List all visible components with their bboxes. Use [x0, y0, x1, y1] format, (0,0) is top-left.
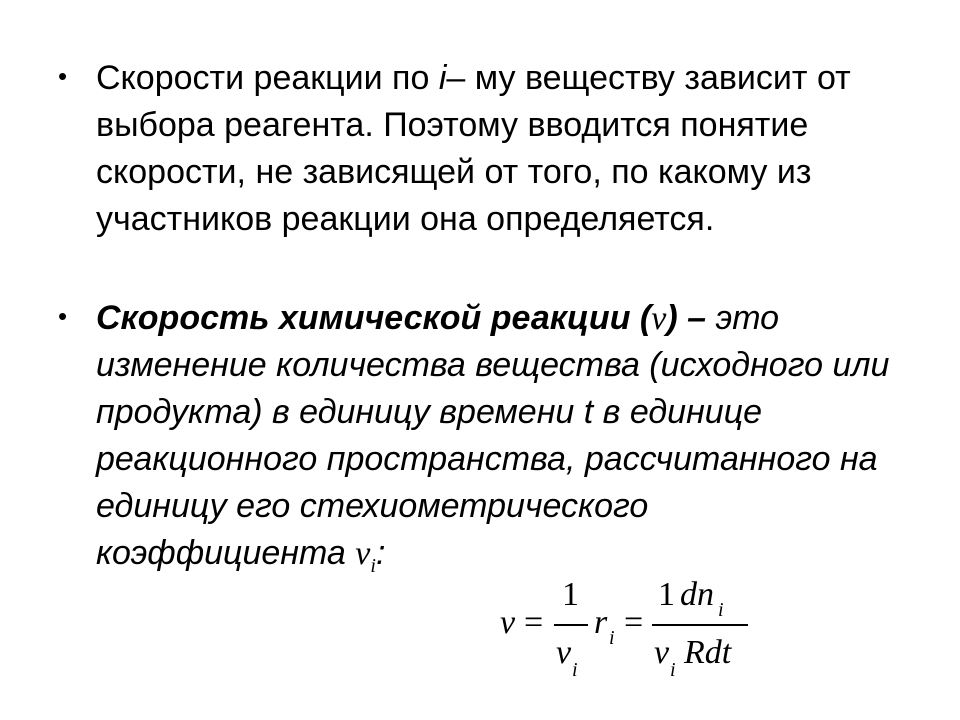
bullet-1-i: i	[438, 59, 447, 97]
definition: это изменение количества вещества (исходного или продукта) в единицу времени t в единице реакционного пространства, рассчитанного на единицу его стехиометрического коэффициента	[96, 299, 890, 572]
formula-num2-dn: dn	[680, 576, 714, 613]
formula-eq2: =	[624, 604, 644, 641]
formula-den1: ν	[556, 634, 572, 671]
term-a: Скорость химической реакции (	[96, 299, 652, 337]
bullet-marker: •	[58, 61, 68, 91]
rate-formula	[500, 578, 760, 698]
term-b: ) –	[666, 299, 707, 337]
bullet-1-text	[96, 55, 896, 243]
fraction-line-1	[554, 624, 588, 626]
formula-r: r	[594, 604, 608, 641]
formula-den1-sub: i	[572, 659, 578, 681]
formula-r-sub: i	[609, 627, 615, 649]
term-v: v	[651, 300, 667, 337]
bullet-1-seg-a: Скорости реакции по	[96, 59, 439, 97]
formula-v: v	[500, 604, 516, 641]
nu-subscript: i	[370, 554, 376, 577]
bullet-1-seg-b: – му веществу зависит от выбора реагента. Поэтому вводится понятие скорости, не зависящей от того, по какому из участников реакции она определяется.	[96, 59, 851, 238]
formula-den2-nu: ν	[654, 634, 670, 671]
colon: :	[375, 534, 386, 572]
bullet-2-text	[96, 295, 896, 590]
formula-den2-sub: i	[670, 659, 676, 681]
bullet-marker: •	[58, 301, 68, 331]
formula-num2-one: 1	[658, 576, 675, 613]
nu-symbol: ν	[355, 535, 371, 572]
fraction-line-2	[652, 624, 748, 626]
formula-eq1: =	[524, 604, 544, 641]
formula-den2-rdt: Rdt	[684, 634, 732, 671]
formula-num2-sub: i	[718, 599, 724, 621]
formula-num1: 1	[562, 576, 579, 613]
